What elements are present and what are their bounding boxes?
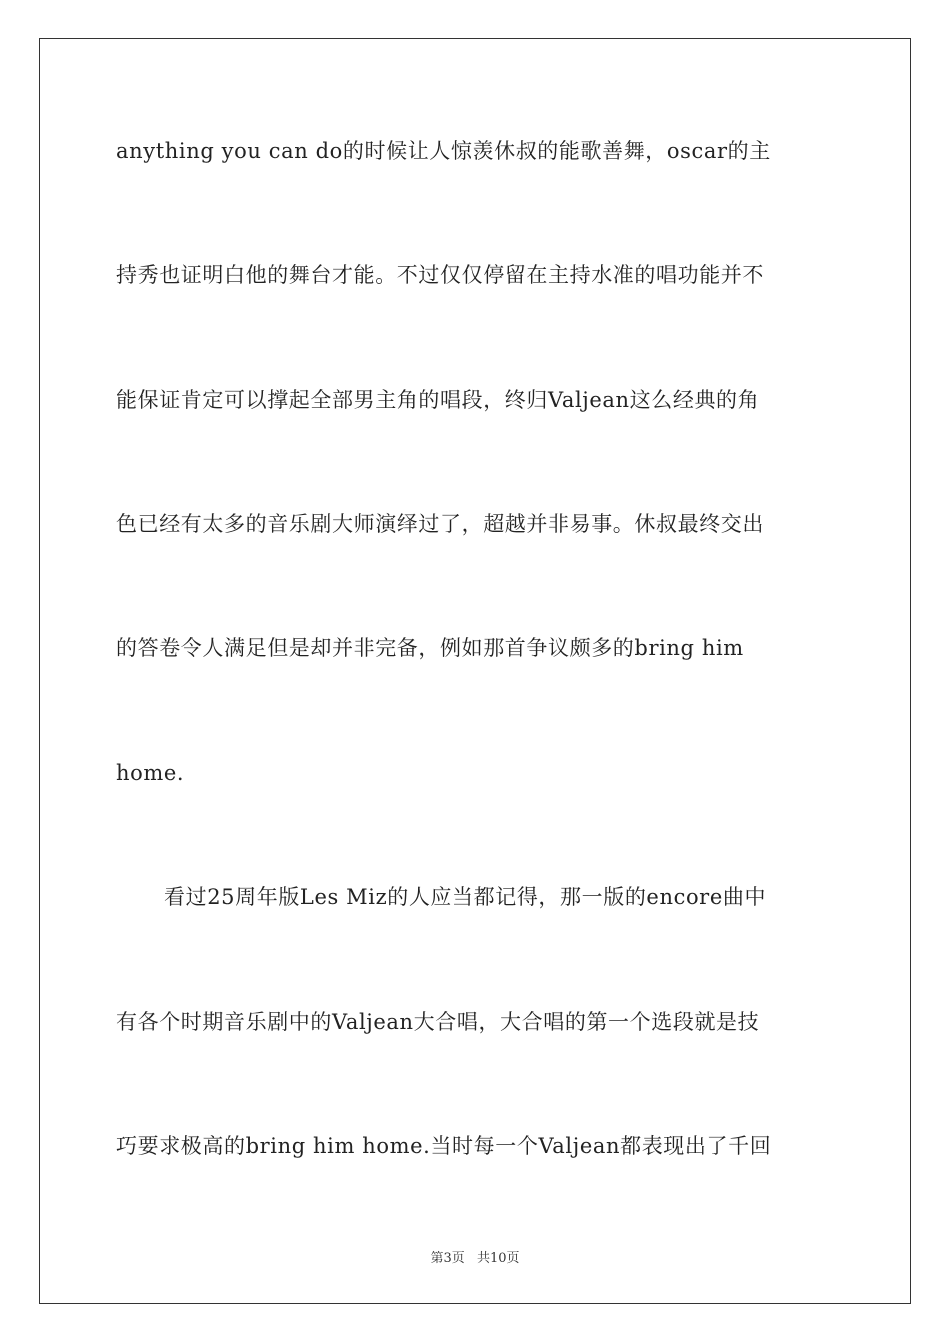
page-footer — [0, 1247, 950, 1266]
paragraph-start-line: 看过25周年版Les Miz的人应当都记得，那一版的encore曲中 — [164, 885, 767, 909]
page-number: 第3页 — [430, 1251, 465, 1266]
total-pages: 共10页 — [476, 1251, 520, 1266]
body-text-line-3: 能保证肯定可以撑起全部男主角的唱段，终归Valjean这么经典的角 — [116, 388, 760, 412]
body-text-line-6: home. — [116, 761, 185, 785]
body-text-line-5: 的答卷令人满足但是却并非完备，例如那首争议颇多的bring him — [116, 636, 744, 660]
body-text-line-4: 色已经有太多的音乐剧大师演绎过了，超越并非易事。休叔最终交出 — [116, 512, 764, 536]
body-text-line-1: anything you can do的时候让人惊羡休叔的能歌善舞，oscar的主 — [116, 139, 771, 163]
page-border — [39, 38, 911, 1304]
body-text-line-2: 持秀也证明白他的舞台才能。不过仅仅停留在主持水准的唱功能并不 — [116, 263, 764, 287]
body-text-line-9: 巧要求极高的bring him home.当时每一个Valjean都表现出了千回 — [116, 1134, 772, 1158]
body-text-line-8: 有各个时期音乐剧中的Valjean大合唱，大合唱的第一个选段就是技 — [116, 1010, 760, 1034]
